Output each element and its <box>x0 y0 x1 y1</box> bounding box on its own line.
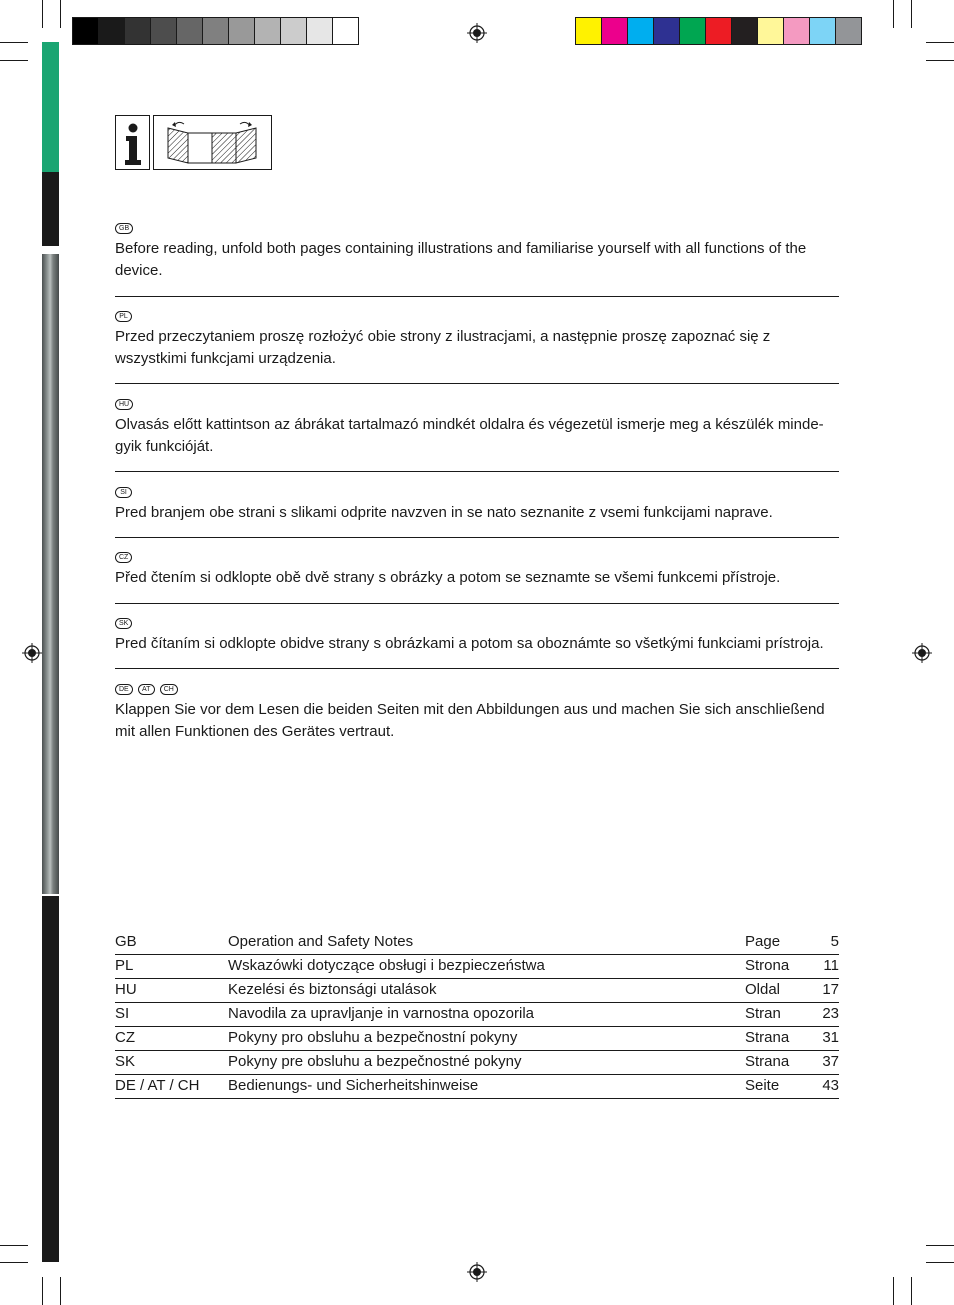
crop-mark <box>42 0 43 28</box>
language-badges <box>115 399 839 411</box>
color-swatch <box>679 17 706 45</box>
color-swatch <box>835 17 862 45</box>
toc-page-number: 23 <box>822 1005 839 1022</box>
toc-title: Operation and Safety Notes <box>228 933 414 950</box>
toc-page-label: Strana <box>745 1053 790 1070</box>
color-swatch <box>731 17 758 45</box>
language-badge: CH <box>160 684 178 695</box>
instruction-text: Before reading, unfold both pages containing illustrations and familiarise yourself with all functions of the device. <box>115 240 807 279</box>
side-strip-green <box>42 42 59 172</box>
crop-mark <box>893 0 894 28</box>
color-swatch <box>202 17 229 45</box>
toc-title: Navodila za upravljanje in varnostna opozorila <box>228 1005 535 1022</box>
registration-mark-icon <box>22 643 42 663</box>
crop-mark <box>926 1262 954 1263</box>
grayscale-color-bar <box>72 17 359 45</box>
toc-title: Wskazówki dotyczące obsługi i bezpieczeństwa <box>228 957 545 974</box>
divider <box>115 383 839 384</box>
color-swatch <box>653 17 680 45</box>
language-badge: PL <box>115 311 132 322</box>
crop-mark <box>911 1277 912 1305</box>
toc-row <box>115 1002 839 1027</box>
toc-language-code: CZ <box>115 1029 135 1046</box>
toc-page-label: Oldal <box>745 981 781 998</box>
crop-mark <box>60 0 61 28</box>
language-badge: CZ <box>115 552 132 563</box>
language-block <box>115 618 839 655</box>
color-swatch <box>627 17 654 45</box>
toc-page-number: 43 <box>822 1077 839 1094</box>
color-swatch <box>705 17 732 45</box>
toc-language-code: GB <box>115 933 137 950</box>
toc-title: Kezelési és biztonsági utalások <box>228 981 437 998</box>
crop-mark <box>0 1262 28 1263</box>
language-badge: HU <box>115 399 133 410</box>
toc-page-number: 11 <box>823 957 839 974</box>
language-block <box>115 487 839 524</box>
crop-mark <box>0 1245 28 1246</box>
toc-row <box>115 978 839 1003</box>
language-badges <box>115 311 839 323</box>
registration-mark-icon <box>467 23 487 43</box>
toc-language-code: SK <box>115 1053 136 1070</box>
toc-page-label: Page <box>745 933 781 950</box>
toc-language-code: PL <box>115 957 134 974</box>
language-badges <box>115 552 839 564</box>
instruction-text: Pred branjem obe strani s slikami odprite navzven in se nato seznanite z vsemi funkcijami naprave. <box>115 504 773 521</box>
toc-page-label: Strona <box>745 957 790 974</box>
info-icon <box>115 115 150 170</box>
side-strip-black <box>42 172 59 246</box>
instruction-text: Przed przeczytaniem proszę rozłożyć obie strony z ilustracjami, a następnie proszę zapoznać się z wszystkimi funkcjami urządzenia. <box>115 328 771 367</box>
color-swatch <box>176 17 203 45</box>
color-swatch <box>98 17 125 45</box>
toc-page-label: Stran <box>745 1005 781 1022</box>
toc-page-number: 17 <box>822 981 839 998</box>
toc-title: Bedienungs- und Sicherheitshinweise <box>228 1077 479 1094</box>
language-badges <box>115 223 839 235</box>
crop-mark <box>926 1245 954 1246</box>
toc-page-label: Seite <box>745 1077 780 1094</box>
color-swatch <box>575 17 602 45</box>
crop-mark <box>911 0 912 28</box>
fold-out-pages-icon <box>153 115 272 170</box>
toc-row <box>115 1074 839 1099</box>
language-block <box>115 223 839 282</box>
toc-title: Pokyny pro obsluhu a bezpečnostní pokyny <box>228 1029 518 1046</box>
crop-mark <box>60 1277 61 1305</box>
instruction-text: Klappen Sie vor dem Lesen die beiden Seiten mit den Abbildungen aus und machen Sie sich anschließend mit allen Funktionen des Gerätes vertraut. <box>115 701 825 740</box>
language-badges <box>115 487 839 499</box>
registration-mark-icon <box>912 643 932 663</box>
color-swatch <box>280 17 307 45</box>
toc-page-number: 31 <box>822 1029 839 1046</box>
language-block <box>115 399 839 458</box>
color-swatch <box>228 17 255 45</box>
language-block <box>115 552 839 589</box>
language-block <box>115 311 839 370</box>
divider <box>115 471 839 472</box>
color-swatch <box>124 17 151 45</box>
crop-mark <box>42 1277 43 1305</box>
process-color-bar <box>575 17 862 45</box>
toc-page-number: 5 <box>830 933 839 950</box>
language-badges <box>115 684 839 696</box>
language-badge: DE <box>115 684 133 695</box>
color-swatch <box>306 17 333 45</box>
instruction-text: Olvasás előtt kattintson az ábrákat tartalmazó mindkét oldalra és végezetül ismerje meg a készülék minde-gyik funkcióját. <box>115 416 824 455</box>
toc-row <box>115 1026 839 1051</box>
divider <box>115 603 839 604</box>
crop-mark <box>0 42 28 43</box>
toc-row <box>115 1050 839 1075</box>
color-swatch <box>757 17 784 45</box>
divider <box>115 296 839 297</box>
language-block <box>115 684 839 743</box>
color-swatch <box>72 17 99 45</box>
color-swatch <box>809 17 836 45</box>
toc-row <box>115 930 839 955</box>
toc-row <box>115 954 839 979</box>
side-strip-black <box>42 896 59 1262</box>
color-swatch <box>254 17 281 45</box>
language-badge: SI <box>115 487 132 498</box>
instruction-text: Před čtením si odklopte obě dvě strany s obrázky a potom se seznamte se všemi funkcemi přístroje. <box>115 569 781 586</box>
crop-mark <box>893 1277 894 1305</box>
divider <box>115 668 839 669</box>
crop-mark <box>926 42 954 43</box>
toc-title: Pokyny pre obsluhu a bezpečnostné pokyny <box>228 1053 522 1070</box>
registration-mark-icon <box>467 1262 487 1282</box>
divider <box>115 537 839 538</box>
toc-page-number: 37 <box>822 1053 839 1070</box>
color-swatch <box>332 17 359 45</box>
toc-language-code: HU <box>115 981 137 998</box>
instruction-text: Pred čítaním si odklopte obidve strany s obrázkami a potom sa oboznámte so všetkými funkciami prístroja. <box>115 635 824 652</box>
crop-mark <box>0 60 28 61</box>
crop-mark <box>926 60 954 61</box>
toc-language-code: DE / AT / CH <box>115 1077 200 1094</box>
language-badge: GB <box>115 223 133 234</box>
color-swatch <box>150 17 177 45</box>
language-badges <box>115 618 839 630</box>
side-strip-metallic <box>42 254 59 894</box>
toc-page-label: Strana <box>745 1029 790 1046</box>
color-swatch <box>601 17 628 45</box>
color-swatch <box>783 17 810 45</box>
language-badge: AT <box>138 684 155 695</box>
toc-language-code: SI <box>115 1005 130 1022</box>
language-badge: SK <box>115 618 132 629</box>
